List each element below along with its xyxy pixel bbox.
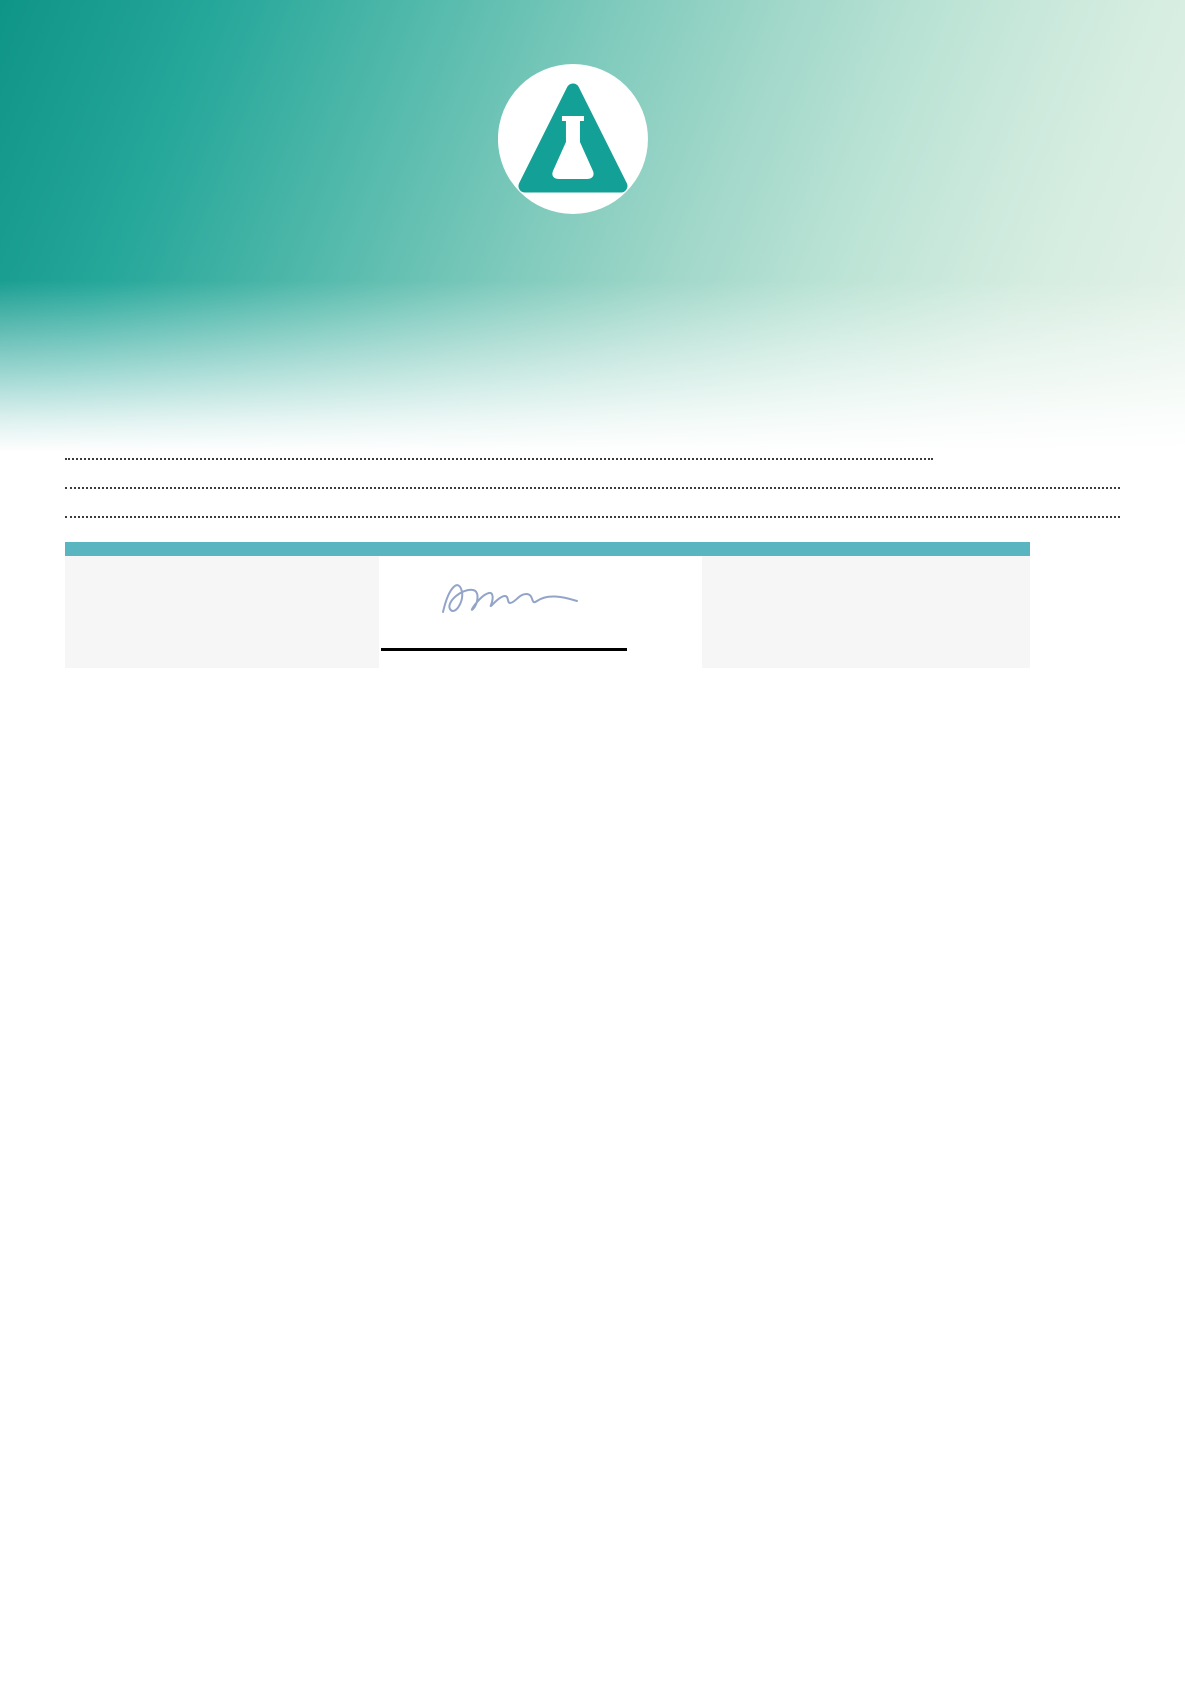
divider-dotted: [65, 515, 1120, 518]
signature-scribble-icon: [437, 570, 607, 632]
signature-cell: [379, 556, 702, 668]
date-value: [702, 556, 1030, 668]
authorised-by-value: [65, 556, 379, 668]
page-body: [0, 457, 1185, 668]
authorization-table-header: [65, 542, 1030, 556]
authorization-table: [65, 542, 1030, 668]
column-header-signature: [379, 542, 702, 556]
column-header-date: [702, 542, 1030, 556]
signature-underline: [381, 648, 627, 651]
acutus-logo-icon: [497, 64, 647, 214]
divider-dotted: [65, 457, 933, 460]
divider-dotted: [65, 486, 1120, 489]
hero-banner: [0, 0, 1185, 452]
column-header-authorised-by: [65, 542, 379, 556]
authorization-table-row: [65, 556, 1030, 668]
brand-logo-row: [497, 64, 673, 214]
document-title-block: [0, 222, 1185, 228]
